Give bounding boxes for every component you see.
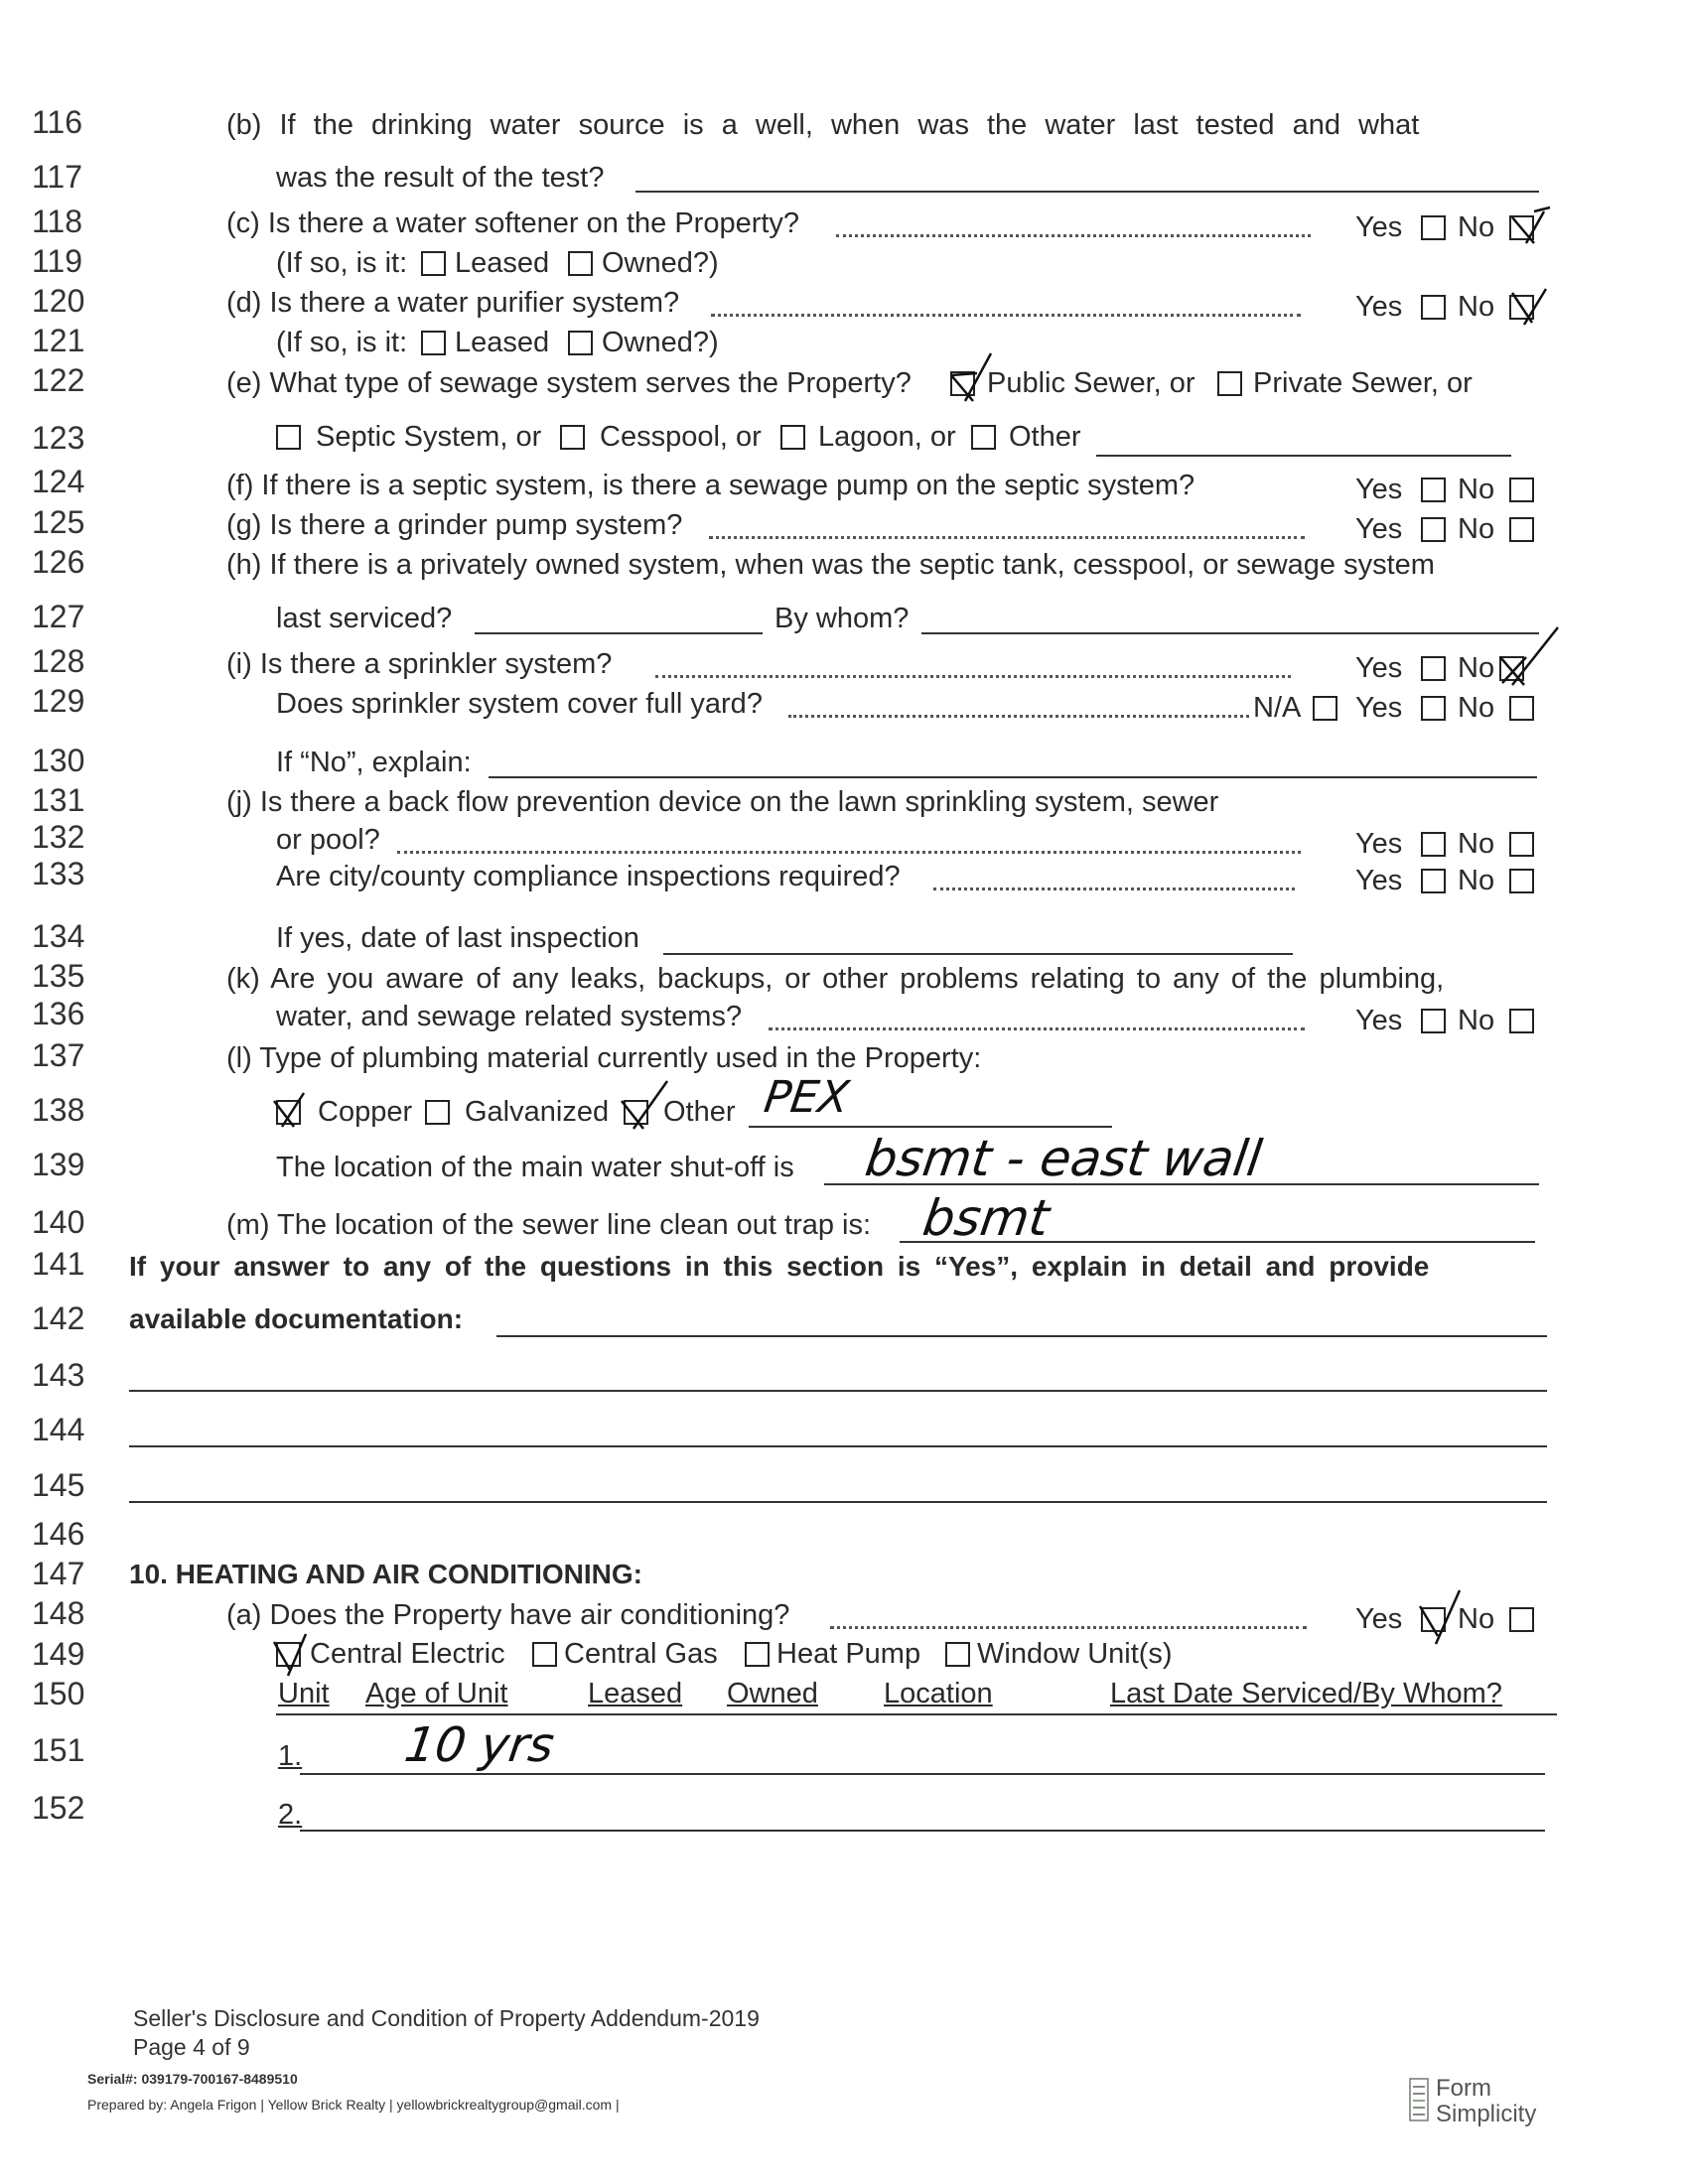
dot-leader (830, 1626, 1307, 1629)
question-air-conditioning: (a) Does the Property have air conditioning? (226, 1599, 790, 1631)
check-mark-icon (268, 1628, 313, 1678)
line-number: 150 (32, 1676, 85, 1711)
column-header-last-serviced: Last Date Serviced/By Whom? (1110, 1678, 1502, 1709)
sprinkler-cover-na-checkbox[interactable] (1313, 696, 1337, 721)
dot-leader (711, 314, 1301, 317)
column-header-leased: Leased (588, 1678, 683, 1709)
line-number: 141 (32, 1246, 85, 1282)
other-sewage-label: Other (1009, 421, 1081, 453)
line-number: 117 (32, 159, 83, 195)
question-k-line2: water, and sewage related systems? (276, 1001, 743, 1032)
unit-row-line[interactable] (300, 1773, 1545, 1775)
question-k-line1: (k) Are you aware of any leaks, backups, or other problems relating to any of the plumbing, (226, 963, 1445, 995)
question-l: (l) Type of plumbing material currently used in the Property: (226, 1042, 982, 1074)
sprinkler-cover-yes-checkbox[interactable] (1421, 696, 1446, 721)
central-gas-checkbox[interactable] (532, 1642, 557, 1667)
sprinkler-cover-no-checkbox[interactable] (1509, 696, 1534, 721)
owned-label: Owned?) (602, 327, 719, 358)
question-d-sub: (If so, is it: (276, 327, 408, 358)
line-number: 152 (32, 1790, 85, 1826)
footer-prepared-by: Prepared by: Angela Frigon | Yellow Brick Realty | yellowbrickrealtygroup@gmail.com | (87, 2097, 620, 2113)
question-b-line1: (b) If the drinking water source is a well, when was the water last tested and what (226, 109, 1420, 141)
question-j-line1: (j) Is there a back flow prevention device on the lawn sprinkling system, sewer (226, 786, 1219, 818)
explain-line[interactable] (496, 1335, 1547, 1337)
sprinkler-explain-label: If “No”, explain: (276, 747, 472, 778)
line-number: 127 (32, 599, 85, 634)
softener-leased-checkbox[interactable] (421, 251, 446, 276)
yes-label: Yes (1355, 865, 1403, 896)
ac-no-checkbox[interactable] (1509, 1607, 1534, 1632)
line-number: 144 (32, 1412, 85, 1447)
yes-label: Yes (1355, 692, 1403, 724)
sprinkler-yes-checkbox[interactable] (1421, 656, 1446, 681)
heat-pump-label: Heat Pump (776, 1638, 921, 1670)
footer-serial: Serial#: 039179-700167-8489510 (87, 2071, 298, 2087)
line-number: 146 (32, 1516, 85, 1552)
leased-label: Leased (455, 327, 550, 358)
grinder-pump-yes-checkbox[interactable] (1421, 517, 1446, 542)
line-number: 125 (32, 504, 85, 540)
compliance-yes-checkbox[interactable] (1421, 869, 1446, 893)
other-sewage-line[interactable] (1096, 455, 1511, 457)
unit-row-line[interactable] (300, 1830, 1545, 1832)
line-number: 120 (32, 283, 85, 319)
column-header-unit: Unit (278, 1678, 330, 1709)
heat-pump-checkbox[interactable] (745, 1642, 770, 1667)
no-label: No (1458, 828, 1495, 860)
cesspool-label: Cesspool, or (600, 421, 762, 453)
galvanized-label: Galvanized (465, 1096, 610, 1128)
public-sewer-label: Public Sewer, or (987, 367, 1196, 399)
septic-system-label: Septic System, or (316, 421, 542, 453)
line-number: 136 (32, 996, 85, 1031)
line-number: 133 (32, 856, 85, 891)
yes-label: Yes (1355, 291, 1403, 323)
line-number: 129 (32, 683, 85, 719)
unit-age-value: 10 yrs (401, 1717, 558, 1773)
sewage-pump-yes-checkbox[interactable] (1421, 478, 1446, 502)
column-header-age: Age of Unit (365, 1678, 508, 1709)
explain-line[interactable] (129, 1445, 1547, 1447)
question-d: (d) Is there a water purifier system? (226, 287, 680, 319)
private-sewer-checkbox[interactable] (1217, 371, 1242, 396)
shutoff-label: The location of the main water shut-off is (276, 1152, 794, 1183)
other-material-label: Other (663, 1096, 736, 1128)
line-number: 118 (32, 204, 83, 239)
plumbing-problems-yes-checkbox[interactable] (1421, 1009, 1446, 1033)
line-number: 126 (32, 544, 85, 580)
purifier-owned-checkbox[interactable] (568, 331, 593, 355)
no-label: No (1458, 211, 1495, 243)
line-number: 138 (32, 1092, 85, 1128)
logo-text-simplicity: Simplicity (1436, 2101, 1537, 2127)
window-unit-label: Window Unit(s) (977, 1638, 1173, 1670)
galvanized-checkbox[interactable] (425, 1100, 450, 1125)
dot-leader (933, 887, 1295, 890)
sprinkler-explain-line[interactable] (489, 776, 1537, 778)
no-label: No (1458, 1603, 1495, 1635)
lagoon-checkbox[interactable] (780, 425, 805, 450)
yes-label: Yes (1355, 1603, 1403, 1635)
line-number: 151 (32, 1732, 85, 1768)
purifier-yes-checkbox[interactable] (1421, 295, 1446, 320)
no-label: No (1458, 652, 1495, 684)
line-number: 140 (32, 1204, 85, 1240)
question-i-cover: Does sprinkler system cover full yard? (276, 688, 763, 720)
question-j-line2: or pool? (276, 824, 380, 856)
window-unit-checkbox[interactable] (945, 1642, 970, 1667)
lagoon-label: Lagoon, or (818, 421, 956, 453)
leased-label: Leased (455, 247, 550, 279)
owned-label: Owned?) (602, 247, 719, 279)
dot-leader (655, 675, 1291, 678)
no-label: No (1458, 692, 1495, 724)
line-number: 123 (32, 420, 85, 456)
sewage-pump-no-checkbox[interactable] (1509, 478, 1534, 502)
explain-instruction: If your answer to any of the questions in this section is “Yes”, explain in detail and provide (129, 1251, 1430, 1282)
private-sewer-label: Private Sewer, or (1253, 367, 1473, 399)
line-number: 122 (32, 362, 85, 398)
no-label: No (1458, 1005, 1495, 1036)
central-gas-label: Central Gas (564, 1638, 718, 1670)
compliance-no-checkbox[interactable] (1509, 869, 1534, 893)
line-number: 134 (32, 918, 85, 954)
inspection-date-line[interactable] (663, 953, 1293, 955)
other-sewage-checkbox[interactable] (971, 425, 996, 450)
clean-out-value: bsmt (918, 1189, 1054, 1247)
question-c-sub: (If so, is it: (276, 247, 408, 279)
septic-system-checkbox[interactable] (276, 425, 301, 450)
explain-documentation-label: available documentation: (129, 1303, 464, 1334)
well-test-answer-line[interactable] (635, 191, 1539, 193)
line-number: 142 (32, 1300, 85, 1336)
question-g: (g) Is there a grinder pump system? (226, 509, 683, 541)
line-number: 128 (32, 643, 85, 679)
check-mark-icon (1504, 204, 1554, 248)
question-h-last-serviced: last serviced? (276, 603, 453, 634)
check-mark-icon (268, 1087, 313, 1132)
question-h-line1: (h) If there is a privately owned system, when was the septic tank, cesspool, or sewage system (226, 549, 1435, 581)
backflow-yes-checkbox[interactable] (1421, 832, 1446, 857)
column-header-location: Location (884, 1678, 993, 1709)
form-simplicity-logo-icon (1408, 2077, 1432, 2122)
logo-text-form: Form (1436, 2075, 1491, 2102)
no-label: No (1458, 291, 1495, 323)
line-number: 130 (32, 743, 85, 778)
footer-form-title: Seller's Disclosure and Condition of Property Addendum-2019 (133, 2005, 760, 2031)
unit-row-number: 1. (278, 1740, 303, 1772)
yes-label: Yes (1355, 652, 1403, 684)
other-material-value: PEX (761, 1072, 853, 1123)
line-number: 145 (32, 1467, 85, 1503)
question-e: (e) What type of sewage system serves the Property? (226, 367, 912, 399)
no-label: No (1458, 513, 1495, 545)
grinder-pump-no-checkbox[interactable] (1509, 517, 1534, 542)
explain-line[interactable] (129, 1501, 1547, 1503)
yes-label: Yes (1355, 211, 1403, 243)
yes-label: Yes (1355, 474, 1403, 505)
line-number: 119 (32, 243, 83, 279)
line-number: 139 (32, 1147, 85, 1182)
line-number: 148 (32, 1595, 85, 1631)
question-b-line2: was the result of the test? (276, 162, 605, 194)
check-mark-icon (1494, 623, 1564, 688)
plumbing-problems-no-checkbox[interactable] (1509, 1009, 1534, 1033)
dot-leader (836, 234, 1311, 237)
purifier-leased-checkbox[interactable] (421, 331, 446, 355)
central-electric-label: Central Electric (310, 1638, 505, 1670)
yes-label: Yes (1355, 513, 1403, 545)
line-number: 147 (32, 1556, 85, 1591)
question-j-inspection: If yes, date of last inspection (276, 922, 639, 954)
line-number: 135 (32, 958, 85, 994)
softener-yes-checkbox[interactable] (1421, 215, 1446, 240)
question-m: (m) The location of the sewer line clean out trap is: (226, 1209, 872, 1241)
backflow-no-checkbox[interactable] (1509, 832, 1534, 857)
line-number: 137 (32, 1037, 85, 1073)
question-j-compliance: Are city/county compliance inspections required? (276, 861, 901, 892)
dot-leader (709, 536, 1305, 539)
column-header-owned: Owned (727, 1678, 818, 1709)
dot-leader (769, 1027, 1305, 1030)
table-header-rule (276, 1713, 1557, 1715)
na-label: N/A (1253, 692, 1302, 724)
question-i: (i) Is there a sprinkler system? (226, 648, 613, 680)
footer-page-number: Page 4 of 9 (133, 2034, 250, 2060)
line-number: 124 (32, 464, 85, 499)
explain-line[interactable] (129, 1390, 1547, 1392)
check-mark-icon (1504, 283, 1554, 328)
yes-label: Yes (1355, 828, 1403, 860)
shutoff-value: bsmt - east wall (861, 1130, 1266, 1187)
question-c: (c) Is there a water softener on the Property? (226, 207, 800, 239)
line-number: 116 (32, 104, 83, 140)
question-f: (f) If there is a septic system, is there a sewage pump on the septic system? (226, 470, 1196, 501)
serviced-by-line[interactable] (921, 632, 1539, 634)
question-h-by-whom: By whom? (774, 603, 910, 634)
copper-label: Copper (318, 1096, 413, 1128)
line-number: 143 (32, 1357, 85, 1393)
section-heading: 10. HEATING AND AIR CONDITIONING: (129, 1559, 642, 1589)
no-label: No (1458, 865, 1495, 896)
line-number: 149 (32, 1636, 85, 1672)
unit-row-number: 2. (278, 1799, 303, 1831)
last-serviced-line[interactable] (475, 632, 763, 634)
softener-owned-checkbox[interactable] (568, 251, 593, 276)
line-number: 132 (32, 819, 85, 855)
dot-leader (397, 851, 1301, 854)
yes-label: Yes (1355, 1005, 1403, 1036)
no-label: No (1458, 474, 1495, 505)
cesspool-checkbox[interactable] (560, 425, 585, 450)
dot-leader (788, 715, 1249, 718)
line-number: 131 (32, 782, 85, 818)
other-material-line[interactable] (749, 1126, 1112, 1128)
line-number: 121 (32, 323, 85, 358)
